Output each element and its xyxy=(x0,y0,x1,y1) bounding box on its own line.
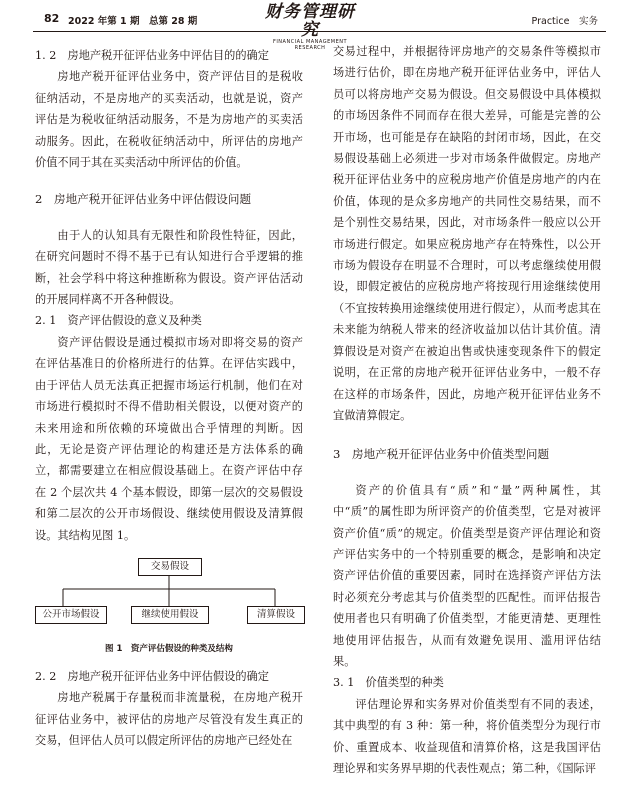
paragraph: 评估理论界和实务界对价值类型有不同的表述，其中典型的有 3 种：第一种，将价值类型分为现行市价、重置成本、收益现值和清算价格，这是我国评估理论界和实务界早期的代表性观点；第二种，《国际评 xyxy=(333,697,601,775)
logo-english: FINANCIAL MANAGEMENT RESEARCH xyxy=(272,39,348,51)
box-transaction-assumption: 交易假设 xyxy=(138,558,202,576)
heading-2-2: 2. 2 房地产税开征评估业务中评估假设的确定 xyxy=(35,669,269,683)
section-label: Practice 实务 xyxy=(531,16,598,27)
issue-info: 2022 年第 1 期 总第 28 期 xyxy=(68,16,198,27)
page-number: 82 xyxy=(44,12,60,25)
heading-2-1: 2. 1 资产评估假设的意义及种类 xyxy=(35,314,202,328)
right-column xyxy=(333,36,601,779)
heading-3-1: 3. 1 价值类型的种类 xyxy=(333,676,444,690)
box-liquidation-assumption: 清算假设 xyxy=(247,606,305,624)
box-open-market-assumption: 公开市场假设 xyxy=(35,606,107,624)
logo-chinese: 财务管理研究 xyxy=(265,2,355,40)
paragraph: 交易过程中，并根据待评房地产的交易条件等模拟市场进行估价，即在房地产税开征评估业务中，评估人员可以将房地产交易为假设。但交易假设中具体模拟的市场因条件不同而存在很大差异，可能是完善的公开市场，也可能是存在缺陷的封闭市场，因此，在交易假设基础上必须进一步对市场条件做假定。房地产税开征评估业务中的应税房地产价值是房地产的内在价值，体现的是众多房地产的共同性交易结果，而不是个别性交易结果，因此，对市场条件一般应以公开市场进行假定。如果应税房地产存在特殊性，以公开市场为假设存在明显不合理时，可以考虑继续使用假设，即假定被估的应税房地产将按现行用途继续使用（不宜按转换用途继续使用进行假定），从而考虑其在未来能为纳税人带来的经济收益加以估计其价值。清算假设是对资产在被迫出售或快速变现条件下的假定说明，在正常的房地产税开征评估业务中，一般不存在这样的市场条件，因此，房地产税开征评估业务不宜做清算假定。 xyxy=(333,45,601,422)
paragraph: 资产的价值具有“质”和“量”两种属性，其中“质”的属性即为所评资产的价值类型，它是对被评资产价值“质”的规定。价值类型是资产评估理论和资产评估实务中的一个特别重要的概念，是影响和决定资产评估价值的重要因素，同时在选择资产评估方法时必须充分考虑其与价值类型的匹配性。而评估报告使用者也只有明确了价值类型，才能更清楚、更理性地使用评估报告，从而有效避免误用、滥用评估结果。 xyxy=(333,483,601,668)
paragraph: 由于人的认知具有无限性和阶段性特征，因此，在研究问题时不得不基于已有认知进行合乎逻辑的推断，社会学科中将这种推断称为假设。资产评估活动的开展同样离不开各种假设。 xyxy=(35,228,303,307)
paragraph: 房地产税开征评估业务中，资产评估目的是税收征纳活动，不是房地产的买卖活动，也就是说，资产评估是为税收征纳活动服务，不是为房地产的买卖活动服务。因此，在税收征纳活动中，所评估的房地产价值不同于其在买卖活动中所评估的价值。 xyxy=(35,70,303,170)
heading-3: 3 房地产税开征评估业务中价值类型问题 xyxy=(333,447,550,462)
heading-1-2: 1. 2 房地产税开征评估业务中评估目的的确定 xyxy=(35,49,269,62)
header-rule xyxy=(33,31,606,32)
figure-caption: 图 1 资产评估假设的种类及结构 xyxy=(105,643,233,654)
paragraph: 资产评估假设是通过模拟市场对即将交易的资产在评估基准日的价格所进行的估算。在评估实践中，由于评估人员无法真正把握市场运行机制，他们在对市场进行模拟时不得不借助相关假设，以便对资产的未来用途和所依赖的环境做出合乎情理的判断。因此，无论是资产评估理论的构建还是方法体系的确立，都需要建立在相应假设基础上。在资产评估中存在 2 个层次共 4 个基本假设，即第一层次的交易假设和第二层次的公开市场假设、继续使用假设及清算假设。其结构见图 1。 xyxy=(35,335,303,542)
box-continued-use-assumption: 继续使用假设 xyxy=(131,606,209,624)
paragraph: 房地产税属于存量税而非流量税，在房地产税开征评估业务中，被评估的房地产尽管没有发生真正的交易，但评估人员可以假定所评估的房地产已经处在 xyxy=(35,691,303,748)
heading-2: 2 房地产税开征评估业务中评估假设问题 xyxy=(35,192,252,207)
figure-1 xyxy=(35,556,303,666)
page-header xyxy=(0,0,622,51)
left-column xyxy=(35,36,303,752)
